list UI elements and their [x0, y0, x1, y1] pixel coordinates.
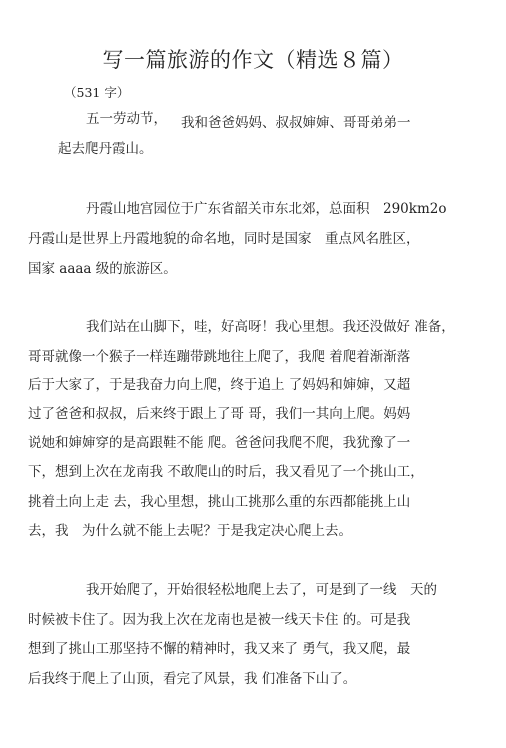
paragraph-1-line-1a: 五一劳动节， — [86, 111, 167, 127]
paragraph-4-line-2: 时候被卡住了。因为我上次在龙南也是被一线天卡住 的。可是我 — [28, 612, 411, 628]
page-title: 写一篇旅游的作文（精选８篇） — [102, 48, 404, 72]
paragraph-3-line-2: 哥哥就像一个猴子一样连蹦带跳地往上爬了，我爬 着爬着渐渐落 — [28, 349, 411, 365]
paragraph-4-line-3: 想到了挑山工那坚持不懈的精神时，我又来了 勇气，我又爬，最 — [28, 641, 411, 657]
paragraph-2-line-2: 丹霞山是世界上丹霞地貌的命名地，同时是国家 重点风名胜区， — [28, 231, 420, 247]
paragraph-3-line-8: 去，我 为什么就不能上去呢？于是我定决心爬上去。 — [28, 523, 352, 539]
paragraph-1-line-2: 起去爬丹霞山。 — [58, 141, 153, 157]
paragraph-2-line-1: 丹霞山地宫园位于广东省韶关市东北郊，总面积 290km2o — [86, 201, 447, 217]
paragraph-3-line-5: 说她和婶婶穿的是高跟鞋不能 爬。爸爸问我爬不爬，我犹豫了一 — [28, 435, 411, 451]
paragraph-4-line-1: 我开始爬了，开始很轻松地爬上去了，可是到了一线 天的 — [86, 582, 437, 598]
paragraph-3-line-1: 我们站在山脚下，哇，好高呀！我心里想。我还没做好 准备， — [86, 319, 455, 335]
paragraph-3-line-3: 后于大家了，于是我奋力向上爬，终于追上 了妈妈和婶婶，又超 — [28, 377, 411, 393]
paragraph-3-line-6: 下，想到上次在龙南我 不敢爬山的时后，我又看见了一个挑山工， — [28, 464, 424, 480]
paragraph-3-line-7: 挑着土向上走 去，我心里想，挑山工挑那么重的东西都能挑上山 — [28, 494, 411, 510]
paragraph-1-line-1b: 我和爸爸妈妈、叔叔婶婶、哥哥弟弟一 — [181, 115, 411, 131]
word-count: （531 字） — [64, 85, 130, 100]
paragraph-4-line-4: 后我终于爬上了山顶，看完了风景，我 们准备下山了。 — [28, 671, 357, 687]
paragraph-3-line-4: 过了爸爸和叔叔，后来终于跟上了哥 哥，我们一其向上爬。妈妈 — [28, 406, 411, 422]
paragraph-2-line-3: 国家 aaaa 级的旅游区。 — [28, 261, 177, 277]
